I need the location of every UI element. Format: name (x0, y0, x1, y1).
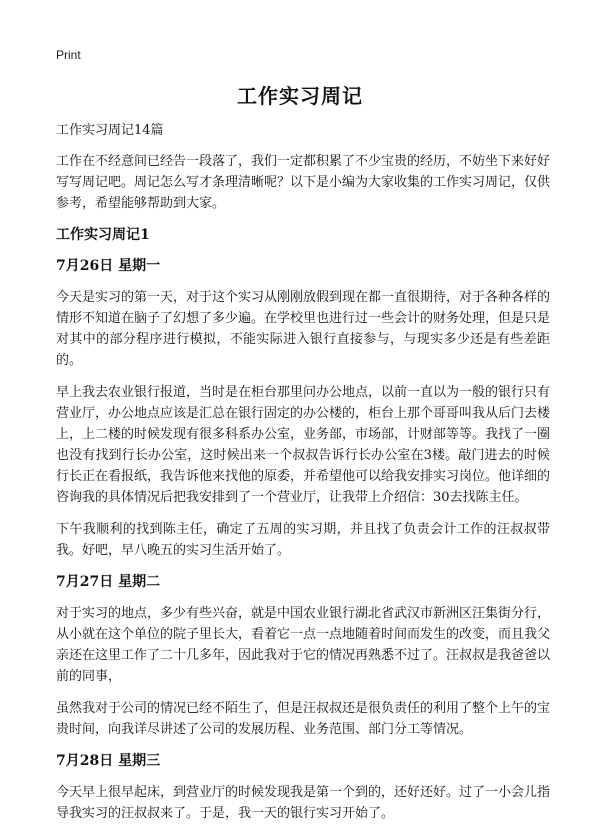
entry-paragraph: 今天早上很早起床，到营业厅的时候发现我是第一个到的，还好还好。过了一小会儿指导我实习的汪叔叔来了。于是，我一天的银行实习开始了。 (56, 785, 551, 821)
entry-paragraph: 早上我去农业银行报道，当时是在柜台那里问办公地点，以前一直以为一般的银行只有营业厅，办公地点应该是汇总在银行固定的办公楼的，柜台上那个哥哥叫我从后门去楼上，上二楼的时候发现有很多科系办公室，业务部，市场部，计财部等等。我找了一圈也没有找到行长办公室，这时候出来一个叔叔告诉行长办公室在3楼。敲门进去的时候行长正在看报纸，我告诉他来找他的原委，并希望他可以给我安排实习岗位。他详细的咨询我的具体情况后把我安排到了一个营业厅，让我带上介绍信：30去找陈主任。 (56, 385, 551, 505)
page-title: 工作实习周记 (237, 84, 363, 108)
document-subtitle: 工作实习周记14篇 (56, 123, 164, 138)
intro-paragraph: 工作在不经意间已经告一段落了，我们一定都积累了不少宝贵的经历，不妨坐下来好好写写周记吧。周记怎么写才条理清晰呢？以下是小编为大家收集的工作实习周记，仅供参考，希望能够帮助到大家。 (56, 154, 551, 211)
article-body (56, 120, 550, 835)
entry-date: 7月26日 星期一 (56, 258, 161, 274)
section-heading: 工作实习周记1 (56, 227, 150, 243)
entry-paragraph: 对于实习的地点，多少有些兴奋，就是中国农业银行湖北省武汉市新洲区汪集街分行，从小就在这个单位的院子里长大，看着它一点一点地随着时间而发生的改变，而且我父亲还在这里工作了二十几多年，因此我对于它的情况再熟悉不过了。汪叔叔是我爸爸以前的同事， (56, 606, 551, 684)
entry-date: 7月28日 星期三 (56, 753, 161, 769)
print-link[interactable]: Print (56, 48, 81, 62)
entry-paragraph: 下午我顺利的找到陈主任，确定了五周的实习期，并且找了负责会计工作的汪叔叔带我。好吧，早八晚五的实习生活开始了。 (56, 522, 550, 558)
entry-paragraph: 虽然我对于公司的情况已经不陌生了，但是汪叔叔还是很负责任的利用了整个上午的宝贵时间，向我详尽讲述了公司的发展历程、业务范围、部门分工等情况。 (56, 701, 551, 737)
entry-paragraph: 今天是实习的第一天，对于这个实习从刚刚放假到现在都一直很期待，对于各种各样的情形不知道在脑子了幻想了多少遍。在学校里也进行过一些会计的财务处理，但是只是对其中的部分程序进行模拟，不能实际进入银行直接参与，与现实多少还是有些差距的。 (56, 290, 551, 368)
entry-date: 7月27日 星期二 (56, 574, 161, 590)
